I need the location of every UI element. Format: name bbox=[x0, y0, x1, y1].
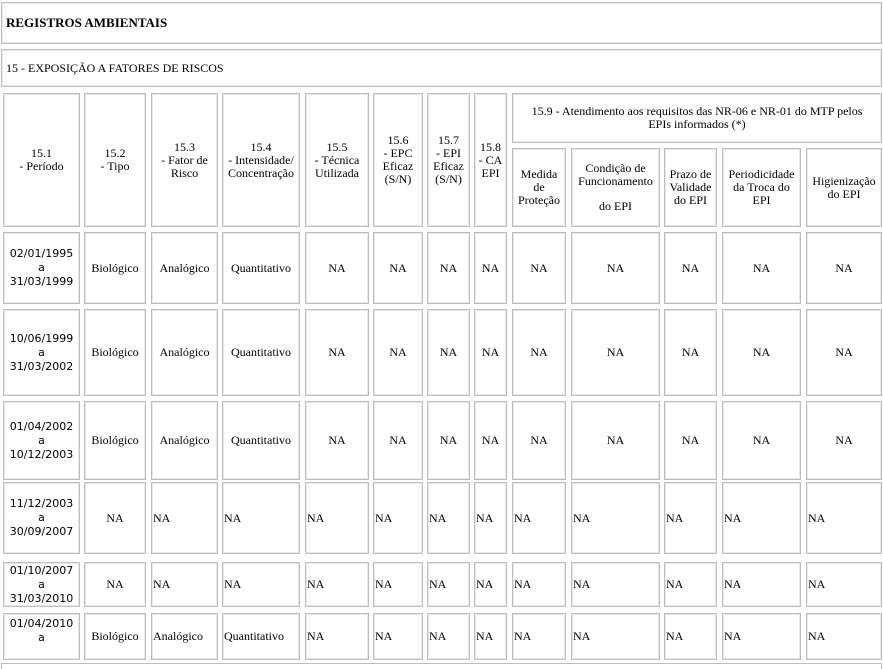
header-line: 15.3 bbox=[174, 139, 195, 154]
table-cell: Quantitativo bbox=[222, 309, 300, 396]
header-line: do EPI bbox=[599, 199, 632, 213]
table-cell: NA bbox=[427, 562, 470, 607]
table-cell: NA bbox=[512, 613, 566, 660]
table-cell: NA bbox=[373, 562, 423, 607]
table-cell: Analógico bbox=[151, 232, 218, 304]
table-cell: NA bbox=[427, 232, 470, 304]
header-prazo bbox=[664, 148, 717, 227]
table-cell: Analógico bbox=[151, 309, 218, 396]
table-cell: NA bbox=[722, 482, 801, 554]
period-end: 31/03/1999 bbox=[9, 275, 74, 288]
table-cell: NA bbox=[806, 401, 882, 480]
period-start: 11/12/2003 bbox=[9, 497, 74, 510]
header-line: 15.9 - Atendimento aos requisitos das NR-06 e NR-01 do MTP pelos bbox=[531, 104, 863, 118]
table-cell: NA bbox=[373, 482, 423, 554]
table-cell: NA bbox=[722, 562, 801, 607]
table-cell: Analógico bbox=[151, 401, 218, 480]
header-line: - Técnica bbox=[314, 152, 360, 167]
table-cell: NA bbox=[305, 613, 369, 660]
table-cell: NA bbox=[571, 309, 660, 396]
table-cell: NA bbox=[427, 401, 470, 480]
header-epi bbox=[427, 93, 470, 227]
period-cell bbox=[3, 309, 80, 396]
period-start: 01/04/2002 bbox=[9, 419, 74, 433]
header-line: EPIs informados (*) bbox=[648, 117, 746, 131]
header-ca bbox=[474, 93, 507, 227]
header-line: Proteção bbox=[518, 193, 560, 207]
header-line: (S/N) bbox=[435, 172, 462, 186]
table-cell: NA bbox=[512, 232, 566, 304]
table-cell: NA bbox=[305, 232, 369, 304]
header-line: Concentração bbox=[228, 165, 294, 180]
next-section-edge bbox=[1, 663, 882, 669]
table-cell: Quantitativo bbox=[222, 401, 300, 480]
table-cell: Quantitativo bbox=[222, 232, 300, 304]
table-cell: Analógico bbox=[151, 613, 218, 660]
period-cell bbox=[3, 482, 80, 554]
table-cell: NA bbox=[427, 309, 470, 396]
header-line: - Fator de bbox=[161, 152, 208, 167]
table-cell: NA bbox=[806, 309, 882, 396]
table-cell: NA bbox=[222, 482, 300, 554]
table-cell: Biológico bbox=[84, 401, 146, 480]
table-cell: NA bbox=[305, 482, 369, 554]
table-cell: NA bbox=[474, 401, 507, 480]
table-cell: Biológico bbox=[84, 309, 146, 396]
table-cell: NA bbox=[806, 562, 882, 607]
table-cell: NA bbox=[664, 613, 717, 660]
period-sep: a bbox=[38, 511, 45, 524]
header-line: Medida bbox=[520, 167, 558, 181]
header-atendimento bbox=[512, 93, 882, 143]
header-line: Higienização bbox=[812, 173, 876, 188]
table-cell: NA bbox=[722, 232, 801, 304]
header-condicao bbox=[571, 148, 660, 227]
table-cell: NA bbox=[722, 309, 801, 396]
header-line: 15.4 bbox=[250, 139, 272, 154]
table-cell: NA bbox=[512, 562, 566, 607]
period-end: 10/12/2003 bbox=[9, 447, 74, 461]
period-start: 02/01/1995 bbox=[9, 247, 74, 260]
header-line: 15.8 bbox=[480, 139, 501, 154]
table-cell: NA bbox=[222, 562, 300, 607]
table-cell: NA bbox=[806, 482, 882, 554]
period-sep: a bbox=[38, 261, 45, 274]
period-sep: a bbox=[38, 345, 45, 359]
table-cell: NA bbox=[84, 482, 146, 554]
header-line: Utilizada bbox=[315, 165, 359, 180]
header-line: Risco bbox=[170, 165, 199, 180]
header-line: do EPI bbox=[827, 186, 861, 201]
header-line: 15.5 bbox=[326, 139, 348, 154]
header-line: - Tipo bbox=[100, 159, 130, 173]
header-line: 15.2 bbox=[104, 146, 126, 160]
period-sep: a bbox=[38, 433, 45, 447]
table-cell: NA bbox=[664, 562, 717, 607]
period-start: 01/10/2007 bbox=[9, 563, 74, 577]
header-line: 15.6 bbox=[387, 133, 409, 147]
header-line: Prazo de bbox=[669, 167, 712, 181]
table-cell: Biológico bbox=[84, 613, 146, 660]
period-sep: a bbox=[38, 631, 45, 644]
subsection-title: 15 - EXPOSIÇÃO A FATORES DE RISCOS bbox=[1, 49, 882, 87]
table-cell: NA bbox=[474, 232, 507, 304]
table-cell: NA bbox=[151, 482, 218, 554]
header-line: 15.1 bbox=[31, 146, 52, 160]
table-cell: NA bbox=[806, 232, 882, 304]
period-cell bbox=[3, 401, 80, 480]
header-periodicidade bbox=[722, 148, 801, 227]
header-line: - Intensidade/ bbox=[228, 152, 294, 167]
header-line: Periodicidade bbox=[728, 167, 795, 181]
period-cell bbox=[3, 613, 80, 660]
period-end: 30/09/2007 bbox=[9, 525, 74, 538]
table-cell: NA bbox=[512, 401, 566, 480]
table-cell: NA bbox=[373, 232, 423, 304]
table-cell: NA bbox=[571, 401, 660, 480]
header-line: EPI bbox=[752, 193, 771, 207]
table-cell: NA bbox=[664, 232, 717, 304]
period-end: 31/03/2010 bbox=[9, 591, 74, 605]
header-line: da Troca do bbox=[733, 180, 790, 194]
header-line: Funcionamento bbox=[578, 174, 653, 188]
table-cell: NA bbox=[722, 401, 801, 480]
table-cell: Biológico bbox=[84, 232, 146, 304]
table-cell: NA bbox=[571, 562, 660, 607]
header-line: Validade bbox=[669, 180, 712, 194]
table-cell: NA bbox=[427, 613, 470, 660]
table-cell: NA bbox=[664, 309, 717, 396]
table-cell: NA bbox=[305, 562, 369, 607]
header-epc bbox=[373, 93, 423, 227]
table-cell: NA bbox=[305, 309, 369, 396]
table-cell: NA bbox=[664, 401, 717, 480]
table-cell: NA bbox=[427, 482, 470, 554]
header-tecnica bbox=[305, 93, 369, 227]
table-cell: Quantitativo bbox=[222, 613, 300, 660]
table-cell: NA bbox=[373, 401, 423, 480]
table-cell: NA bbox=[571, 482, 660, 554]
header-line: - EPC bbox=[383, 146, 413, 160]
header-line: EPI bbox=[481, 165, 500, 180]
header-line: do EPI bbox=[674, 193, 707, 207]
header-line: Eficaz bbox=[382, 159, 414, 173]
table-cell: NA bbox=[305, 401, 369, 480]
header-line: 15.7 bbox=[438, 133, 459, 147]
table-cell: NA bbox=[571, 232, 660, 304]
table-cell: NA bbox=[512, 482, 566, 554]
table-cell: NA bbox=[571, 613, 660, 660]
table-cell: NA bbox=[512, 309, 566, 396]
header-line: (S/N) bbox=[384, 172, 412, 186]
table-cell: NA bbox=[474, 309, 507, 396]
period-cell bbox=[3, 232, 80, 304]
header-line: de bbox=[533, 180, 545, 194]
table-cell: NA bbox=[722, 613, 801, 660]
table-cell: NA bbox=[474, 562, 507, 607]
header-line: - EPI bbox=[436, 146, 461, 160]
header-line: - Período bbox=[19, 159, 64, 173]
table-cell: NA bbox=[664, 482, 717, 554]
table-cell: NA bbox=[151, 562, 218, 607]
section-title: REGISTROS AMBIENTAIS bbox=[1, 2, 882, 44]
header-tipo bbox=[84, 93, 146, 227]
period-start: 01/04/2010 bbox=[9, 617, 74, 630]
period-start: 10/06/1999 bbox=[9, 331, 74, 345]
table-cell: NA bbox=[373, 613, 423, 660]
period-end: 31/03/2002 bbox=[9, 359, 74, 373]
header-periodo bbox=[3, 93, 80, 227]
header-fator bbox=[151, 93, 218, 227]
header-intensidade bbox=[222, 93, 300, 227]
table-cell: NA bbox=[373, 309, 423, 396]
table-cell: NA bbox=[474, 482, 507, 554]
header-line: - CA bbox=[478, 152, 503, 167]
header-medida bbox=[512, 148, 566, 227]
header-higienizacao bbox=[806, 148, 882, 227]
period-cell bbox=[3, 562, 80, 607]
period-sep: a bbox=[38, 577, 45, 591]
table-cell: NA bbox=[806, 613, 882, 660]
table-cell: NA bbox=[474, 613, 507, 660]
header-line: Eficaz bbox=[433, 159, 464, 173]
table-cell: NA bbox=[84, 562, 146, 607]
header-line: Condição de bbox=[585, 161, 646, 175]
